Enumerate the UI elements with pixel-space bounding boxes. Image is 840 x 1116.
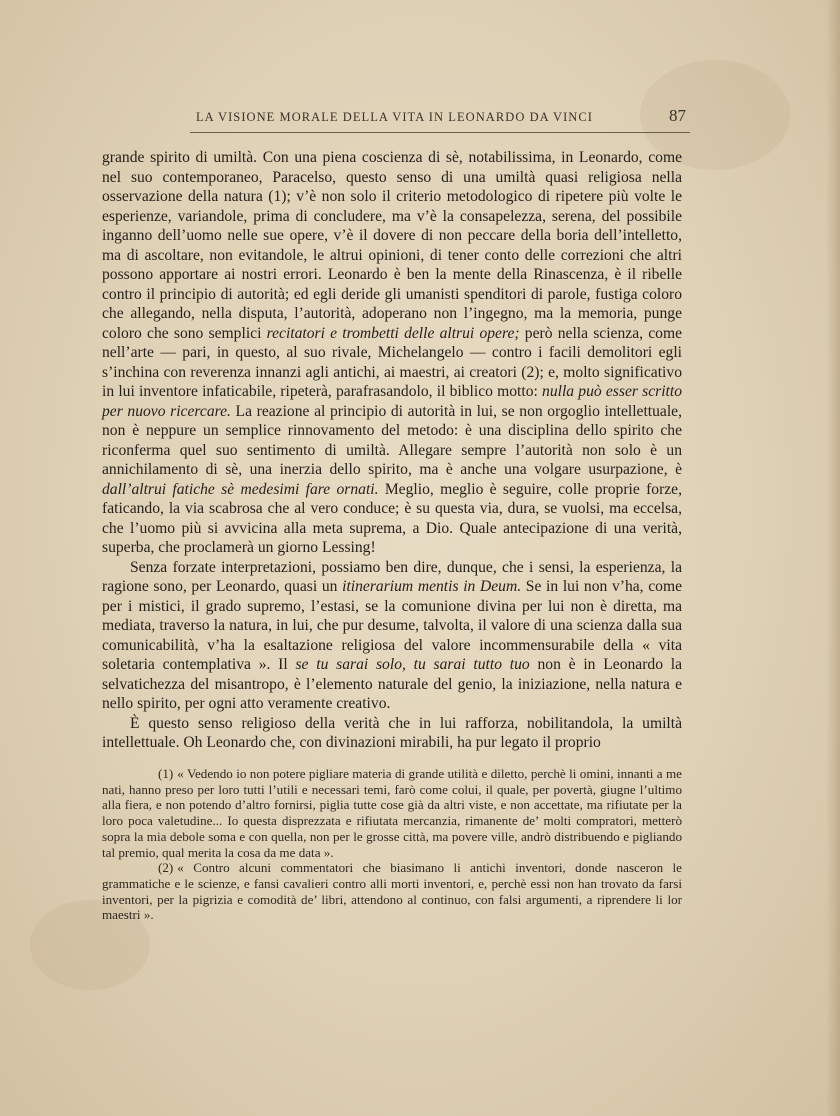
paragraph-2 — [102, 558, 682, 714]
page-edge-shadow — [826, 0, 840, 1116]
text-run: Meglio, meglio è seguire, colle proprie forze, faticando, la via scabrosa che al vero conduce; è su questa via, dura, se vuolsi, ma eccelsa, che l’uomo più si avvicina alla meta suprema, a Dio. Quale antecipazione di una verità, superba, che proclamerà un giorno Lessing! — [102, 480, 682, 556]
text-run: Se in lui non v’ha, come per i mistici, il grado supremo, l’estasi, se la comunione divina per lui non è diretta, ma mediata, traverso la natura, in lui, che pur desume, talvolta, il valore di una scienza dalla sua comunicabilità, v’ha la esaltazione religiosa del valore incommensurabile della « vita soletaria contemplativa ». Il — [102, 578, 683, 673]
italic-quote: se tu sarai solo, tu sarai tutto tuo — [295, 656, 530, 673]
text-run: non è in Leonardo la selvatichezza del misantropo, è l’elemento naturale del genio, la iniziazione, nella natura e nello spirito, per ogni atto veramente creativo. — [102, 656, 683, 712]
footnote-text: « Vedendo io non potere pigliare materia di grande utilità e diletto, perchè li omini, innanti a me nati, hanno preso per loro tutti l’utili e necessari temi, farò come colui, il quale, per povertà, giugne l’ultimo alla fiera, e non potendo d’altro fornirsi, piglia tutte cose già da altri viste, e non accettate, ma rifiutate per la loro poca valetudine... Io questa disprezzata e rifiutata mercanzia, rimanente de’ molti compratori, metterò sopra la mia debole soma e con quella, non per le grosse città, ma povere ville, andrò distribuendo e pigliando tal premio, qual merita la cosa da me data ». — [102, 766, 682, 860]
footnote-1 — [102, 766, 682, 860]
body-text — [102, 148, 682, 753]
running-head: LA VISIONE MORALE DELLA VITA IN LEONARDO DA VINCI — [196, 110, 593, 124]
italic-quote: dall’altrui fatiche sè medesimi fare ornati. — [102, 480, 379, 498]
footnote-marker: (2) — [158, 860, 174, 876]
italic-quote: itinerarium mentis in Deum. — [342, 578, 522, 595]
footnote-2 — [102, 860, 682, 923]
text-run: È questo senso religioso della verità che in lui rafforza, nobilitandola, la umiltà intellettuale. Oh Leonardo che, con divinazioni mirabili, ha pur legato il proprio — [102, 714, 682, 751]
italic-quote: nulla può esser scritto per nuovo ricercare. — [102, 383, 682, 420]
footnotes — [102, 766, 682, 923]
text-run: Senza forzate interpretazioni, possiamo ben dire, dunque, che i sensi, la esperienza, la ragione sono, per Leonardo, quasi un — [102, 558, 682, 595]
text-run: La reazione al principio di autorità in lui, se non orgoglio intellettuale, non è neppure un semplice rinnovamento del metodo: è una disciplina dello spirito che riconferma quel suo sentimento di umiltà. Allegare sempre l’autorità non solo è un annichilamento di sè, una inerzia dello spirito, ma è anche una volgare usurpazione, è — [102, 402, 682, 478]
text-run: grande spirito di umiltà. Con una piena coscienza di sè, notabilissima, in Leonardo, come nel suo contemporaneo, Paracelso, questo senso di una umiltà quasi religiosa nella osservazione della natura (1); v’è non solo il criterio metodologico di ripetere più volte le esperienze, variandole, prima di concludere, ma v’è la consapelezza, serena, del possibile inganno dell’uomo nelle sue opere, v’è il dovere di non peccare della boria dell’intelletto, ma di ascoltare, non evitandole, le altrui opinioni, di tener conto delle correzioni che altri possono apportare ai nostri errori. Leonardo è ben la mente della Rinascenza, è il ribelle contro il principio di autorità; ed egli deride gli umanisti spenditori di parole, fustiga coloro che allegando, nella disputa, l’autorità, adoperano non l’ingegno, ma la memoria, punge coloro che sono semplici — [102, 149, 682, 342]
footnote-text: « Contro alcuni commentatori che biasimano li antichi inventori, donde nasceron le grammatiche e le scienze, e fansi cavalieri contro alli morti inventori, e, perchè essi non han trovato da farsi inventori, per la pigrizia e comodità de’ libri, attendono al continuo, con falsi argumenti, a riprendere li lor maestri ». — [102, 860, 682, 923]
paragraph-1 — [102, 148, 682, 558]
page-header — [190, 106, 690, 133]
text-run: però nella scienza, come nell’arte — pari, in questo, al suo rivale, Michelangelo — contro i facili demolitori egli s’inchina con reverenza innanzi agli antichi, ai maestri, ai creatori (2); e, molto significativo in lui inventore infaticabile, ripeterà, parafrasandolo, il biblico motto: — [102, 324, 682, 400]
italic-quote: recitatori e trombetti delle altrui opere; — [266, 324, 520, 342]
footnote-marker: (1) — [158, 766, 174, 781]
paragraph-3 — [102, 714, 682, 753]
page-number: 87 — [669, 106, 686, 125]
